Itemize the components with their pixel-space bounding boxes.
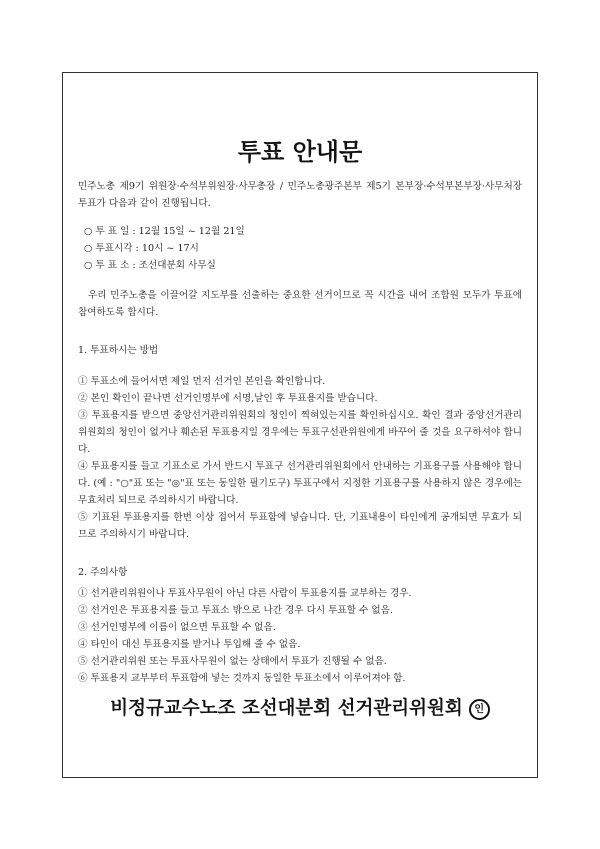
voting-method-list — [78, 373, 522, 543]
list-item: ③ 선거인명부에 이름이 없으면 투표할 수 없음. — [78, 622, 276, 633]
document-body — [78, 178, 522, 687]
page-title: 투표 안내문 — [237, 138, 363, 166]
schedule-item — [84, 223, 522, 240]
issuer-signature — [0, 694, 600, 720]
intro-paragraph: 민주노총 제9기 위원장·수석부위원장·사무총장 / 민주노총광주본부 제5기 본부장·수석부본부장·사무처장 투표가 다음과 같이 진행됩니다. — [78, 181, 522, 209]
list-item: ⑤ 선거관리위원 또는 투표사무원이 없는 상태에서 투표가 진행될 수 없음. — [78, 656, 387, 667]
list-item: ⑥ 투표용지 교부부터 투표함에 넣는 것까지 동일한 투표소에서 이루어져야 함. — [78, 673, 406, 684]
list-item: ② 선거인은 투표용지를 들고 투표소 밖으로 나간 경우 다시 투표할 수 없음. — [78, 605, 393, 616]
appeal-paragraph: 우리 민주노총을 이끌어갈 지도부를 선출하는 중요한 선거이므로 꼭 시간을 내어 조합원 모두가 투표에 참여하도록 합시다. — [78, 290, 522, 318]
list-item: ② 본인 확인이 끝나면 선거인명부에 서명,날인 후 투표용지를 받습니다. — [78, 393, 378, 404]
list-item: ④ 타인이 대신 투표용지를 받거나 투입해 줄 수 없음. — [78, 639, 301, 650]
section-heading-voting-method: 1. 투표하시는 방법 — [78, 345, 159, 356]
circle-bullet-icon: ○ — [84, 260, 93, 271]
schedule-list — [84, 223, 522, 274]
schedule-item — [84, 240, 522, 257]
circle-bullet-icon: ○ — [84, 226, 93, 237]
list-item: ⑤ 기표된 투표용지를 한번 이상 접어서 투표함에 넣습니다. 단, 기표내용이 타인에게 공개되면 무효가 되므로 주의하시기 바랍니다. — [78, 512, 522, 540]
list-item: ④ 투표용지를 들고 기표소로 가서 반드시 투표구 선거관리위원회에서 안내하는 기표용구를 사용해야 합니다. (예 : "○"표 또는 "◎"표 또는 동일한 필기도구) 투표구에서 지정한 기표용구를 사용하지 않은 경우에는 무효처리 되므로 주의하시기 바랍니다. — [78, 461, 522, 506]
schedule-text: 투 표 일 : 12월 15일 ~ 12월 21일 — [95, 226, 245, 237]
schedule-text: 투표시각 : 10시 ~ 17시 — [95, 243, 199, 254]
issuer-name: 비정규교수노조 조선대분회 선거관리위원회 — [110, 698, 463, 719]
schedule-item — [84, 257, 522, 274]
seal-stamp: 인 — [469, 699, 490, 720]
list-item: ① 투표소에 들어서면 제일 먼저 선거인 본인을 확인합니다. — [78, 376, 326, 387]
list-item: ① 선거관리위원이나 투표사무원이 아닌 다른 사람이 투표용지를 교부하는 경우. — [78, 588, 412, 599]
cautions-list — [78, 585, 522, 687]
schedule-text: 투 표 소 : 조선대분회 사무실 — [95, 260, 216, 271]
list-item: ③ 투표용지를 받으면 중앙선거관리위원회의 청인이 찍혀있는지를 확인하십시오. 확인 결과 중앙선거관리위원회의 청인이 없거나 훼손된 투표용지일 경우에는 투표구선관위원에게 바꾸어 줄 것을 요구하셔야 합니다. — [78, 410, 522, 455]
section-heading-cautions: 2. 주의사항 — [78, 567, 128, 578]
circle-bullet-icon: ○ — [84, 243, 93, 254]
